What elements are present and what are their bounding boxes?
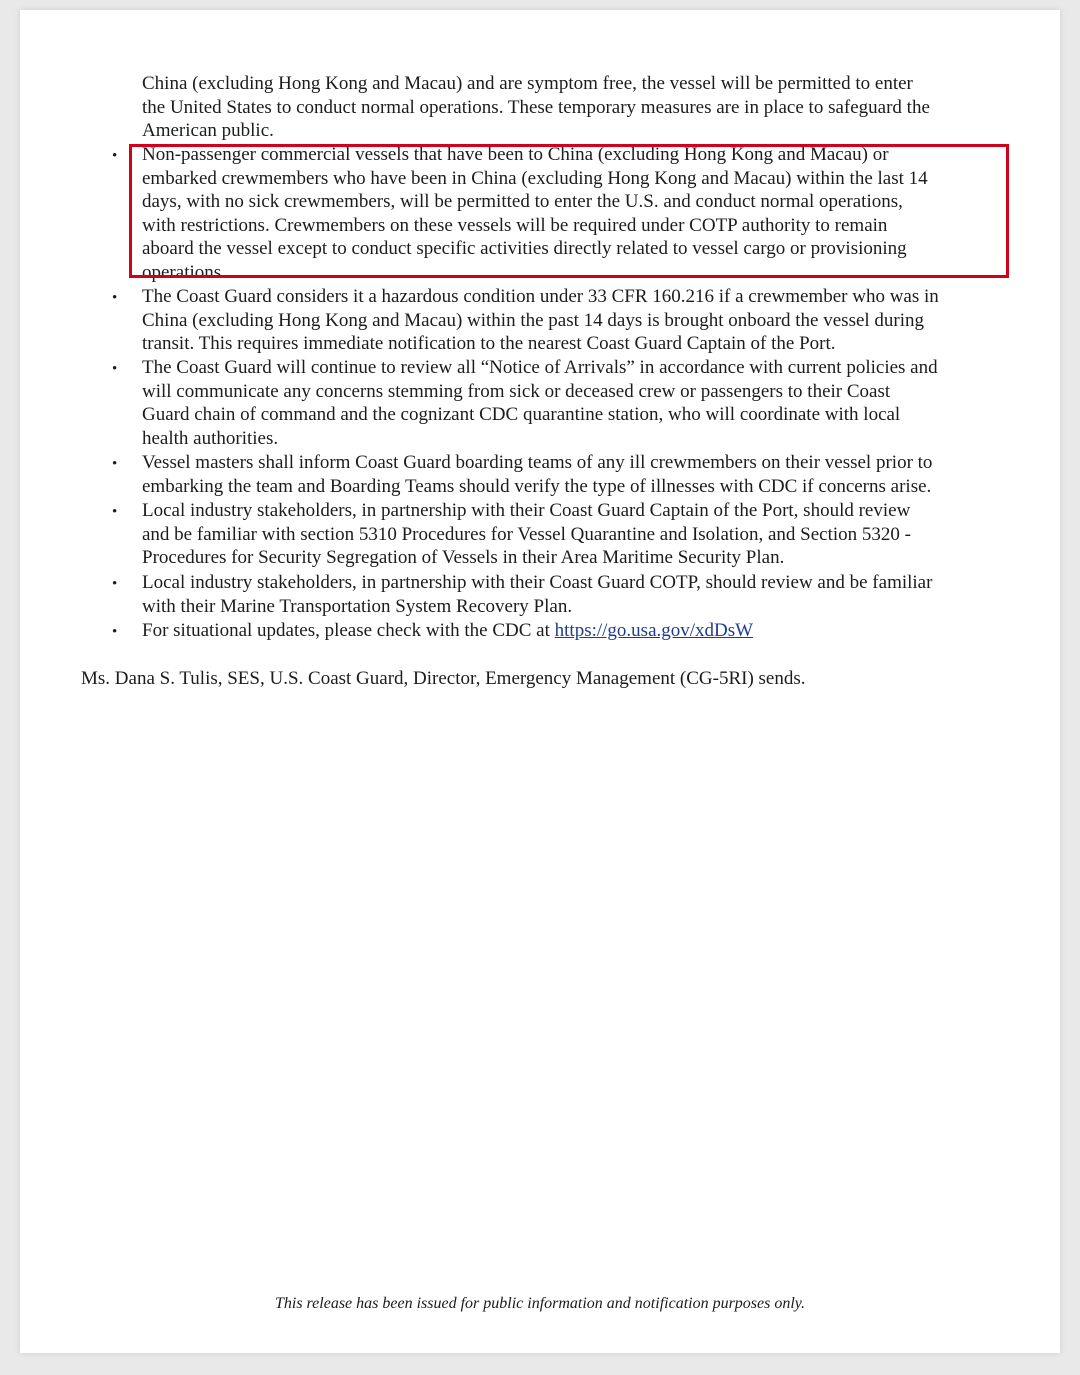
bullet-marker: • [112, 361, 118, 377]
bullet-5-line-2: and be familiar with section 5310 Procedures for Vessel Quarantine and Isolation, and Section 5320 - [142, 523, 911, 545]
bullet-marker: • [112, 456, 118, 472]
bullet-5-line-1: Local industry stakeholders, in partnership with their Coast Guard Captain of the Port, should review [142, 500, 911, 521]
bullet-marker: • [112, 504, 118, 520]
bullet-marker: • [112, 290, 118, 306]
intro-line-2: the United States to conduct normal operations. These temporary measures are in place to safeguard the [142, 96, 930, 118]
bullet-1-line-3: days, with no sick crewmembers, will be permitted to enter the U.S. and conduct normal operations, [142, 191, 903, 212]
bullet-1-line-5: aboard the vessel except to conduct specific activities directly related to vessel cargo or provisioning [142, 238, 907, 259]
bullet-6-line-1: Local industry stakeholders, in partnership with their Coast Guard COTP, should review and be familiar [142, 572, 933, 593]
bullet-2-line-1: The Coast Guard considers it a hazardous condition under 33 CFR 160.216 if a crewmember who was in [142, 286, 939, 307]
bullet-marker: • [112, 148, 118, 164]
bullet-3-line-4: health authorities. [142, 427, 279, 449]
bullet-marker: • [112, 624, 118, 640]
bullet-2-line-2: China (excluding Hong Kong and Macau) within the past 14 days is brought onboard the vessel during [142, 309, 925, 331]
bullet-1-line-1: Non-passenger commercial vessels that have been to China (excluding Hong Kong and Macau) or [142, 144, 889, 165]
bullet-4-line-1: Vessel masters shall inform Coast Guard boarding teams of any ill crewmembers on their vessel prior to [142, 452, 933, 473]
intro-line-1: China (excluding Hong Kong and Macau) and are symptom free, the vessel will be permitted to enter [142, 73, 913, 94]
footer-note: This release has been issued for public information and notification purposes only. [274, 1295, 806, 1312]
signature-line: Ms. Dana S. Tulis, SES, U.S. Coast Guard, Director, Emergency Management (CG-5RI) sends. [81, 668, 806, 689]
bullet-3-line-3: Guard chain of command and the cognizant CDC quarantine station, who will coordinate with local [142, 404, 901, 425]
bullet-2-line-3: transit. This requires immediate notification to the nearest Coast Guard Captain of the Port. [142, 333, 836, 354]
bullet-1-line-4: with restrictions. Crewmembers on these vessels will be required under COTP authority to remain [142, 214, 888, 236]
bullet-4-line-2: embarking the team and Boarding Teams should verify the type of illnesses with CDC if concerns arise. [142, 475, 932, 497]
bullet-7-line [142, 619, 753, 643]
cdc-link[interactable]: https://go.usa.gov/xdDsW [554, 620, 754, 641]
bullet-marker: • [112, 576, 118, 592]
bullet-5-line-3: Procedures for Security Segregation of Vessels in their Area Maritime Security Plan. [142, 547, 785, 568]
document-page [20, 10, 1060, 1353]
bullet-1-line-6: operations. [142, 261, 226, 283]
intro-line-3: American public. [142, 120, 274, 141]
bullet-6-line-2: with their Marine Transportation System Recovery Plan. [142, 595, 573, 617]
bullet-3-line-2: will communicate any concerns stemming from sick or deceased crew or passengers to their Coast [142, 380, 891, 402]
bullet-3-line-1: The Coast Guard will continue to review all “Notice of Arrivals” in accordance with current policies and [142, 357, 938, 378]
red-highlight-box [129, 144, 1009, 278]
bullet-1-line-2: embarked crewmembers who have been in China (excluding Hong Kong and Macau) within the last 14 [142, 167, 928, 189]
bullet-7-text: For situational updates, please check with the CDC at [142, 620, 555, 641]
